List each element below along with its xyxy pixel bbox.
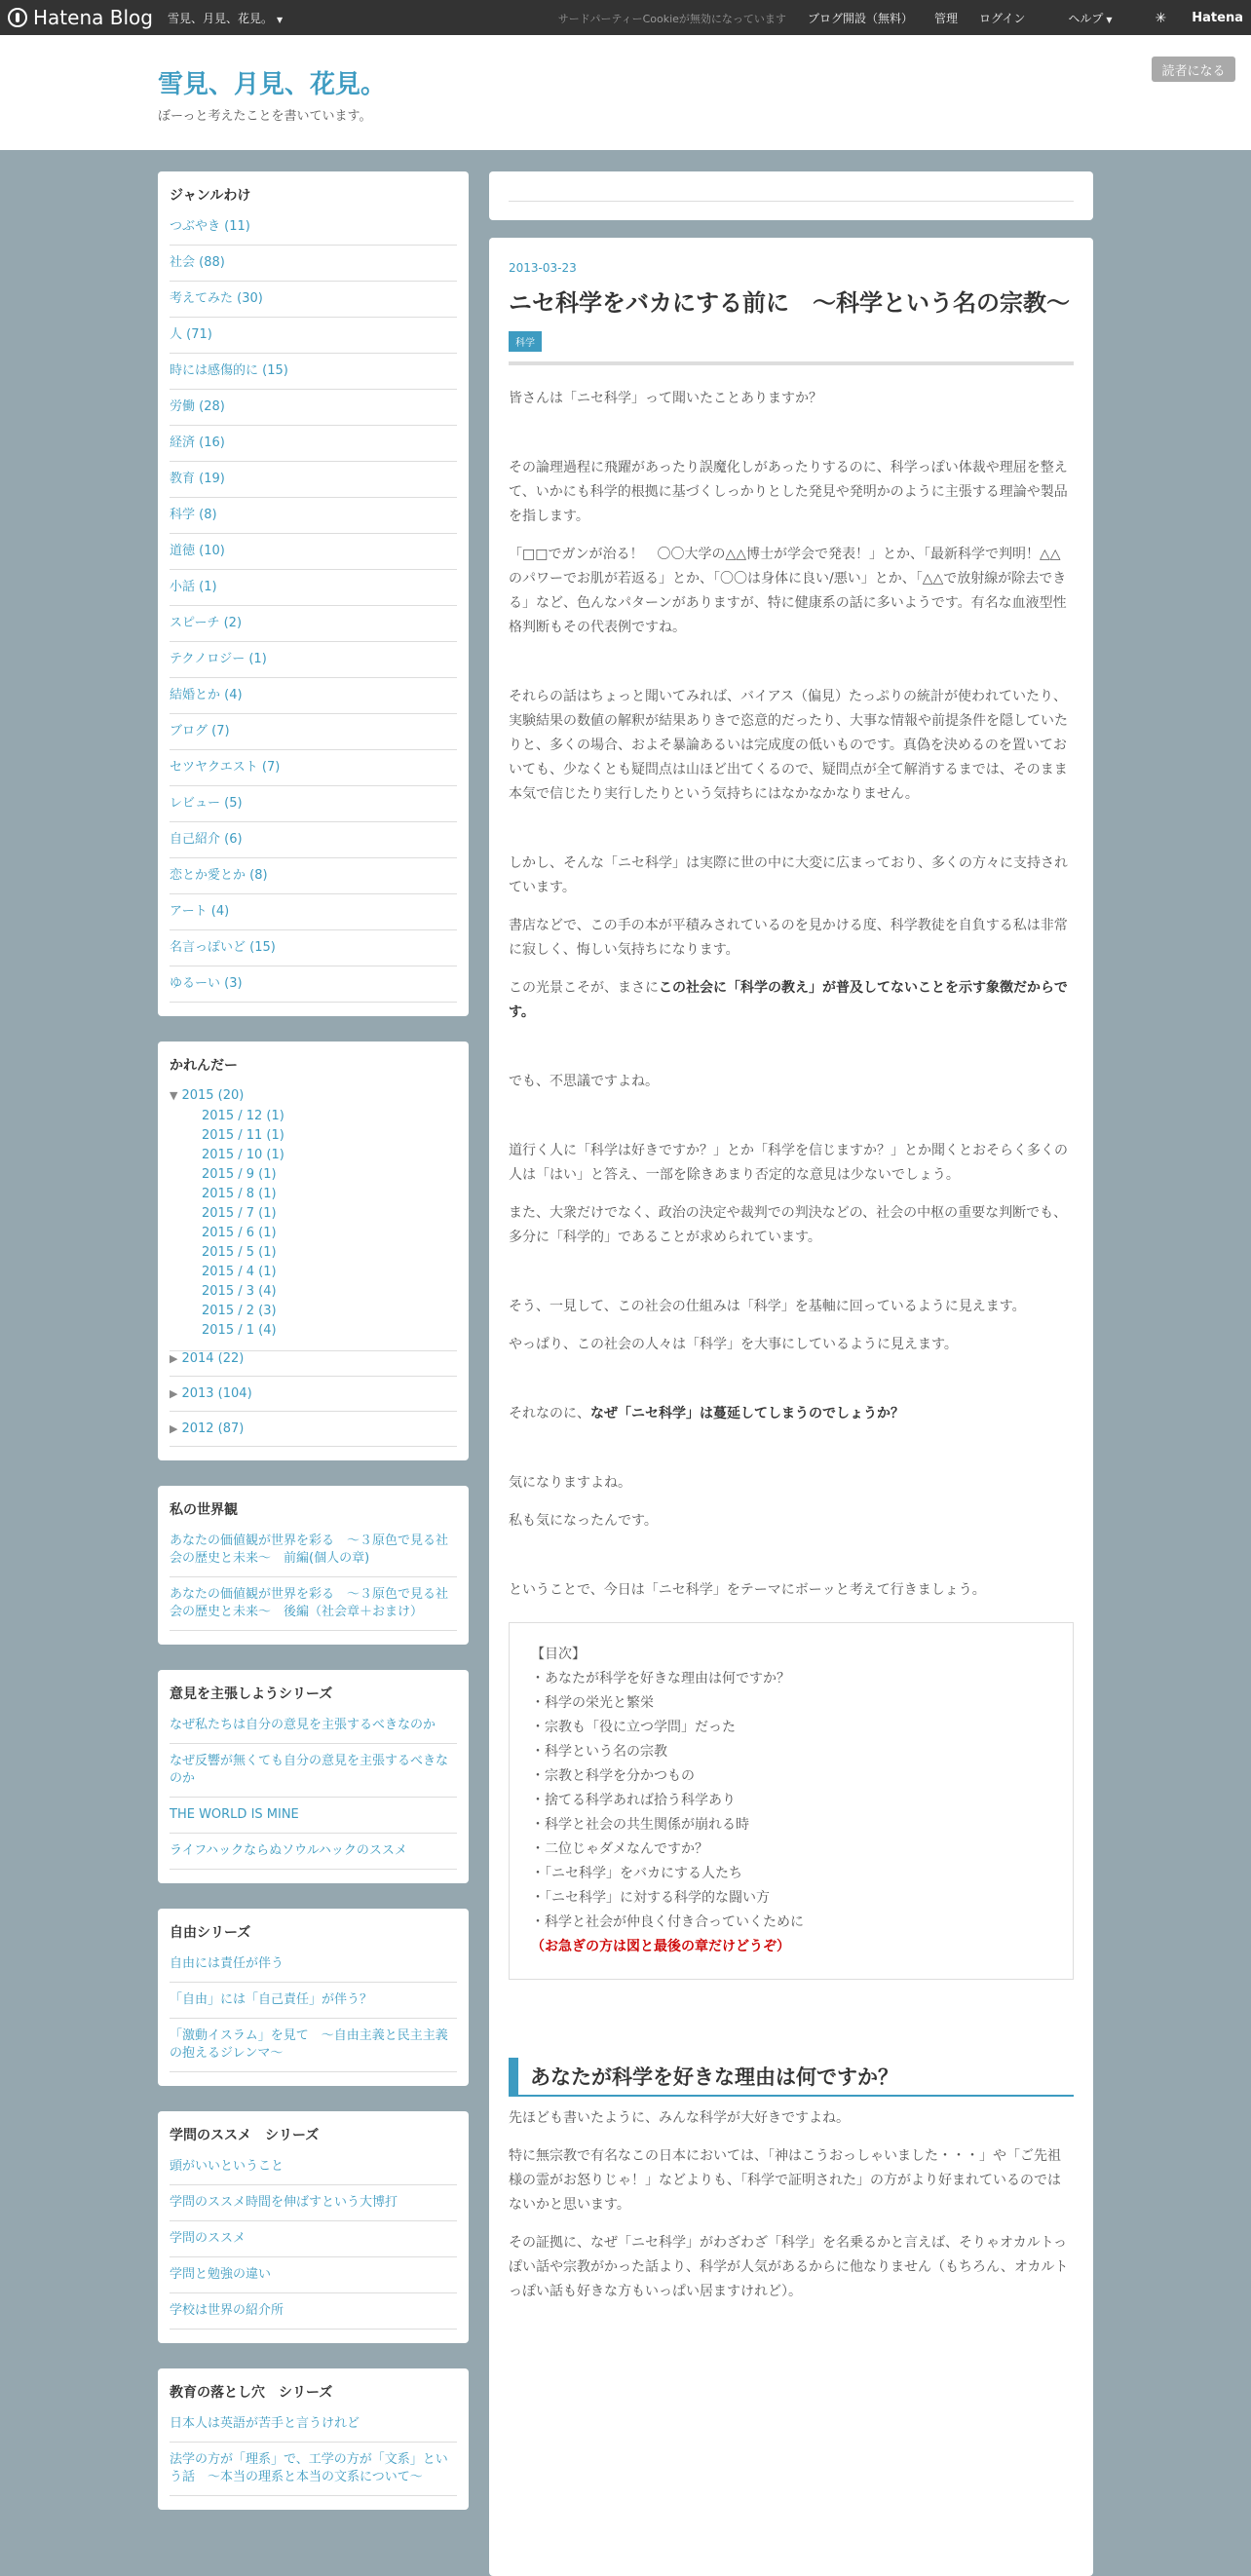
- category-link[interactable]: 結婚とか (4): [170, 678, 457, 714]
- link-list: [170, 1533, 457, 1631]
- toc-note: （お急ぎの方は図と最後の章だけどうぞ）: [531, 1939, 790, 1954]
- freedom-module: [158, 1909, 469, 2086]
- archive-month-link[interactable]: 2015 / 1 (4): [202, 1323, 277, 1338]
- main-content: [489, 171, 1093, 2299]
- archive-month-link[interactable]: 2015 / 9 (1): [202, 1167, 277, 1182]
- module-title: ジャンルわけ: [170, 188, 251, 204]
- paragraph: [509, 1402, 1074, 1426]
- category-link[interactable]: 時には感傷的に (15): [170, 354, 457, 390]
- blog-description: ぼーっと考えたことを書いています。: [158, 109, 372, 124]
- text: この光景こそが、まさに: [509, 980, 659, 996]
- title-divider: [509, 361, 1074, 365]
- sidebar: [158, 171, 469, 2535]
- category-link[interactable]: セツヤクエスト (7): [170, 750, 457, 786]
- link-list: [170, 2415, 457, 2496]
- triangle-down-icon: ▼: [170, 1089, 178, 1102]
- module-title: 自由シリーズ: [170, 1925, 251, 1941]
- category-link[interactable]: アート (4): [170, 894, 457, 930]
- article-link[interactable]: 学校は世界の紹介所: [170, 2293, 457, 2330]
- archive-month-link[interactable]: 2015 / 3 (4): [202, 1284, 277, 1299]
- archive-year-label: 2014 (22): [181, 1351, 245, 1366]
- triangle-right-icon: ▶: [170, 1422, 178, 1435]
- paragraph: [509, 976, 1074, 1025]
- subscribe-button[interactable]: 読者になる: [1152, 57, 1235, 82]
- admin-link[interactable]: 管理: [933, 12, 958, 25]
- archive-month-link[interactable]: 2015 / 12 (1): [202, 1109, 284, 1123]
- article-link[interactable]: THE WORLD IS MINE: [170, 1798, 457, 1834]
- module-title: 意見を主張しようシリーズ: [170, 1686, 333, 1702]
- category-link[interactable]: レビュー (5): [170, 786, 457, 822]
- hatena-brand-label: Hatena: [1192, 11, 1243, 25]
- entry-body: [509, 387, 1074, 2304]
- login-link[interactable]: ログイン: [978, 12, 1026, 25]
- category-link[interactable]: つぶやき (11): [170, 218, 457, 246]
- help-label: ヘルプ: [1068, 12, 1104, 25]
- category-link[interactable]: 社会 (88): [170, 246, 457, 282]
- study-module: [158, 2111, 469, 2343]
- global-header: [0, 0, 1251, 35]
- paragraph: 道行く人に「科学は好きですか？」とか「科学を信じますか？」とか聞くとおそらく多くの人は「はい」と答え、一部を除きあまり否定的な意見は少ないでしょう。: [509, 1143, 1068, 1183]
- archive-year-label: 2012 (87): [181, 1421, 245, 1436]
- category-link[interactable]: 人 (71): [170, 318, 457, 354]
- paragraph: その証拠に、なぜ「ニセ科学」がわざわざ「科学」を名乗るかと言えば、そりゃオカルトっぽい話や宗教がかった話より、科学が人気があるからに他なりません（もちろん、オカルトっぽい話も好きな方もいっぱい居ますけれど）。: [509, 2235, 1069, 2299]
- paragraph: 私も気になったんです。: [509, 1513, 658, 1529]
- category-link[interactable]: 労働 (28): [170, 390, 457, 426]
- toc-item: ・科学と社会の共生関係が崩れる時: [531, 1817, 749, 1833]
- caret-down-icon: ▼: [1106, 16, 1113, 24]
- archive-month-link[interactable]: 2015 / 6 (1): [202, 1226, 277, 1240]
- archive-year-list: [170, 1351, 457, 1447]
- category-link[interactable]: 恋とか愛とか (8): [170, 858, 457, 894]
- emphasis: この社会に「科学の教え」が普及してないことを示す象徴だからです。: [509, 980, 1068, 1020]
- article-link[interactable]: 学問のススメ: [170, 2221, 457, 2257]
- hatena-brand-link[interactable]: [1134, 11, 1243, 26]
- calendar-module: [158, 1042, 469, 1460]
- section-heading: あなたが科学を好きな理由は何ですか？: [509, 2058, 1074, 2097]
- category-link[interactable]: 経済 (16): [170, 426, 457, 462]
- module-title: 私の世界観: [170, 1502, 238, 1518]
- genres-module: [158, 171, 469, 1016]
- paragraph: それらの話はちょっと聞いてみれば、バイアス（偏見）たっぷりの統計が使われていたり、実験結果の数値の解釈が結果ありきで恣意的だったり、大事な情報や前提条件を隠していたりと、多くの場合、およそ暴論あるいは完成度の低いものです。真偽を決めるのを置いておいても、少なくとも疑問点は山ほど出てくるので、疑問点が全て解消するまでは、そのまま本気で信じたり実行したりという気持ちにはなかなかなりません。: [509, 689, 1068, 802]
- archive-month-link[interactable]: 2015 / 10 (1): [202, 1148, 284, 1162]
- article-link[interactable]: あなたの価値観が世界を彩る ～３原色で見る社会の歴史と未来～ 後編（社会章＋おまけ）: [170, 1577, 457, 1631]
- link-list: [170, 1955, 457, 2072]
- archive-month-link[interactable]: 2015 / 8 (1): [202, 1187, 277, 1201]
- link-list: [170, 2158, 457, 2330]
- opinion-module: [158, 1670, 469, 1883]
- blog-switcher[interactable]: [168, 10, 283, 26]
- text: それなのに、: [509, 1406, 590, 1421]
- category-link[interactable]: スピーチ (2): [170, 606, 457, 642]
- archive-month-link[interactable]: 2015 / 4 (1): [202, 1265, 277, 1279]
- module-title: かれんだー: [170, 1058, 238, 1074]
- entry-title[interactable]: ニセ科学をバカにする前に ～科学という名の宗教～: [509, 289, 1070, 317]
- article-link[interactable]: 自由には責任が伴う: [170, 1955, 457, 1983]
- article-link[interactable]: 「自由」には「自己責任」が伴う？: [170, 1983, 457, 2019]
- paragraph: 気になりますよね。: [509, 1475, 631, 1491]
- article-link[interactable]: 法学の方が「理系」で、工学の方が「文系」という話 ～本当の理系と本当の文系について～: [170, 2443, 457, 2496]
- paragraph: 特に無宗教で有名なこの日本においては、「神はこうおっしゃいました・・・」や「ご先祖様の霊がお怒りじゃ！」などよりも、「科学で証明された」の方がより好まれているのではないかと思います。: [509, 2148, 1061, 2213]
- paragraph: 「□□でガンが治る！ 〇〇大学の△△博士が学会で発表！」とか、「最新科学で判明！△△のパワーでお肌が若返る」とか、「〇〇は身体に良い/悪い」とか、「△△で放射線が除去できる」など、色んなパターンがありますが、特に健康系の話に多いようです。有名な血液型性格判断もその代表例ですね。: [509, 547, 1067, 635]
- archive-year-collapsed[interactable]: [170, 1412, 457, 1447]
- toc-item: ・宗教も「役に立つ学問」だった: [531, 1720, 736, 1735]
- paragraph: でも、不思議ですよね。: [509, 1074, 659, 1089]
- category-link[interactable]: 考えてみた (30): [170, 282, 457, 318]
- education-module: [158, 2368, 469, 2510]
- article-link[interactable]: 頭がいいということ: [170, 2158, 457, 2185]
- paragraph: また、大衆だけでなく、政治の決定や裁判での判決などの、社会の中枢の重要な判断でも、多分に「科学的」であることが求められています。: [509, 1205, 1068, 1245]
- top-module: [489, 171, 1093, 220]
- divider: [509, 201, 1074, 202]
- paragraph: その論理過程に飛躍があったり誤魔化しがあったりするのに、科学っぽい体裁や理屈を整えて、いかにも科学的根拠に基づくしっかりとした発見や発明かのように主張する理論や製品を指します。: [509, 460, 1068, 524]
- triangle-right-icon: ▶: [170, 1387, 178, 1400]
- paragraph: 皆さんは「ニセ科学」って聞いたことありますか？: [509, 391, 822, 406]
- start-blog-link[interactable]: ブログ開設（無料）: [807, 12, 913, 25]
- hatena-blog-logo[interactable]: [8, 6, 153, 29]
- archive-month-link[interactable]: 2015 / 7 (1): [202, 1206, 277, 1221]
- paragraph: しかし、そんな「ニセ科学」は実際に世の中に大変に広まっており、多くの方々に支持されています。: [509, 855, 1068, 895]
- category-link[interactable]: 道徳 (10): [170, 534, 457, 570]
- paragraph: そう、一見して、この社会の仕組みは「科学」を基軸に回っているように見えます。: [509, 1299, 1026, 1314]
- caret-down-icon: ▼: [277, 16, 284, 24]
- toc-item: ・捨てる科学あれば拾う科学あり: [531, 1793, 736, 1808]
- hatena-logo-icon: ✳: [1155, 10, 1167, 26]
- category-link[interactable]: 自己紹介 (6): [170, 822, 457, 858]
- paragraph: 書店などで、この手の本が平積みされているのを見かける度、科学教徒を自負する私は非常に寂しく、悔しい気持ちになります。: [509, 918, 1068, 958]
- toc-item: ・科学の栄光と繁栄: [531, 1695, 654, 1711]
- paragraph: やっぱり、この社会の人々は「科学」を大事にしているように見えます。: [509, 1337, 958, 1352]
- category-link[interactable]: ブログ (7): [170, 714, 457, 750]
- article-link[interactable]: なぜ反響が無くても自分の意見を主張するべきなのか: [170, 1744, 457, 1798]
- module-title: 教育の落とし穴 シリーズ: [170, 2385, 333, 2401]
- archive-month-link[interactable]: 2015 / 11 (1): [202, 1128, 284, 1143]
- article-link[interactable]: 学問のススメ時間を伸ばすという大博打: [170, 2185, 457, 2221]
- category-list: [170, 218, 457, 1003]
- entry-date[interactable]: 2013-03-23: [509, 261, 577, 275]
- archive-month-list: [170, 1107, 457, 1341]
- archive-year-open[interactable]: [170, 1088, 457, 1351]
- category-link[interactable]: テクノロジー (1): [170, 642, 457, 678]
- blog-header: [0, 35, 1251, 150]
- archive-year-collapsed[interactable]: [170, 1351, 457, 1377]
- archive-month-link[interactable]: 2015 / 2 (3): [202, 1304, 277, 1318]
- article-link[interactable]: 学問と勉強の違い: [170, 2257, 457, 2293]
- category-link[interactable]: 小話 (1): [170, 570, 457, 606]
- toc-item: ・あなたが科学を好きな理由は何ですか？: [531, 1671, 790, 1686]
- link-list: [170, 1717, 457, 1870]
- article-link[interactable]: 「激動イスラム」を見て ～自由主義と民主主義の抱えるジレンマ～: [170, 2019, 457, 2072]
- toc-heading: 【目次】: [531, 1647, 586, 1662]
- category-tag[interactable]: 科学: [509, 331, 542, 352]
- archive-month-link[interactable]: 2015 / 5 (1): [202, 1245, 277, 1260]
- blog-title[interactable]: 雪見、月見、花見。: [158, 70, 387, 99]
- emphasis: なぜ「ニセ科学」は蔓延してしまうのでしょうか？: [590, 1406, 904, 1421]
- help-menu[interactable]: [1046, 10, 1112, 26]
- toc-item: ・「ニセ科学」に対する科学的な闘い方: [531, 1890, 770, 1906]
- archive-year-collapsed[interactable]: [170, 1377, 457, 1412]
- article-link[interactable]: あなたの価値観が世界を彩る ～３原色で見る社会の歴史と未来～ 前編(個人の章): [170, 1533, 457, 1577]
- toc-item: ・科学という名の宗教: [531, 1744, 667, 1760]
- category-link[interactable]: 教育 (19): [170, 462, 457, 498]
- triangle-right-icon: ▶: [170, 1352, 178, 1365]
- table-of-contents: [509, 1622, 1074, 1980]
- category-link[interactable]: ゆるーい (3): [170, 966, 457, 1003]
- archive-year-label: 2015 (20): [181, 1088, 245, 1103]
- cookie-notice[interactable]: サードパーティーCookieが無効になっています: [557, 12, 786, 25]
- toc-item: ・科学と社会が仲良く付き合っていくために: [531, 1914, 804, 1930]
- article-link[interactable]: なぜ私たちは自分の意見を主張するべきなのか: [170, 1717, 457, 1744]
- archive-year-label: 2013 (104): [181, 1386, 252, 1401]
- category-link[interactable]: 科学 (8): [170, 498, 457, 534]
- toc-list: [531, 1667, 1051, 1935]
- article-link[interactable]: ライフハックならぬソウルハックのススメ: [170, 1834, 457, 1870]
- module-title: 学問のススメ シリーズ: [170, 2128, 320, 2143]
- hatena-blog-icon: [8, 8, 27, 27]
- global-nav: [537, 10, 1243, 26]
- worldview-module: [158, 1486, 469, 1645]
- paragraph: 先ほども書いたように、みんな科学が大好きですよね。: [509, 2110, 850, 2126]
- logo-text: Hatena Blog: [33, 6, 153, 29]
- toc-item: ・二位じゃダメなんですか？: [531, 1841, 708, 1857]
- toc-item: ・「ニセ科学」をバカにする人たち: [531, 1866, 742, 1881]
- paragraph: ということで、今日は「ニセ科学」をテーマにボーッと考えて行きましょう。: [509, 1582, 986, 1598]
- category-link[interactable]: 名言っぽいど (15): [170, 930, 457, 966]
- blog-switcher-label: 雪見、月見、花見。: [168, 12, 274, 25]
- entry: [489, 238, 1093, 2576]
- article-link[interactable]: 日本人は英語が苦手と言うけれど: [170, 2415, 457, 2443]
- toc-item: ・宗教と科学を分かつもの: [531, 1768, 695, 1784]
